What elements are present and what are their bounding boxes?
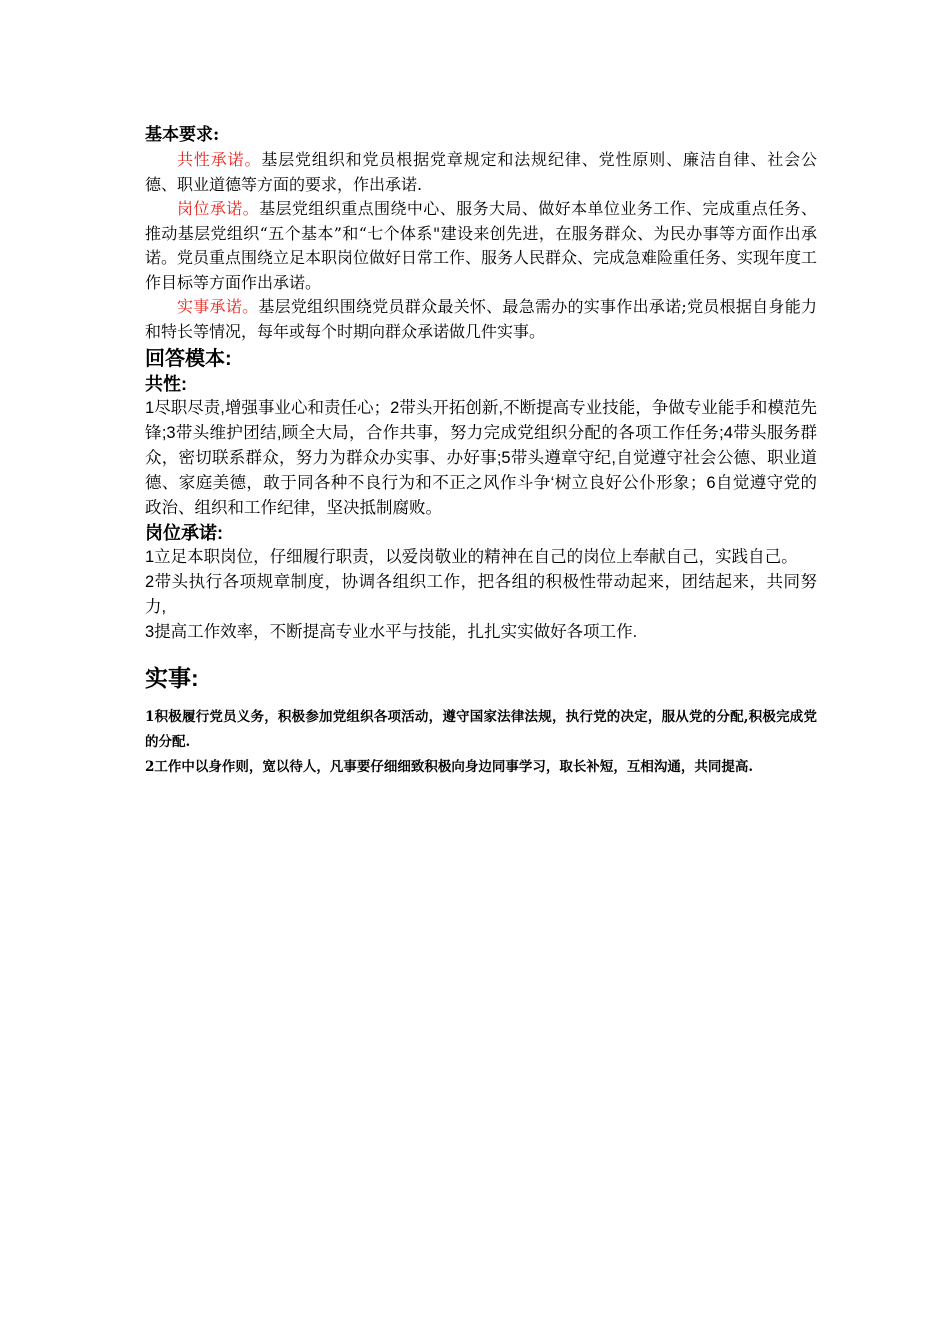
basic-requirements-heading: 基本要求: — [145, 125, 220, 145]
post-commitment-heading: 岗位承诺: — [145, 523, 223, 543]
practical-commitment-lead: 实事承诺。 — [177, 297, 259, 316]
post-commitment-paragraph — [145, 197, 817, 295]
practical-answer-item: 2工作中以身作则，宽以待人，凡事要仔细细致积极向身边同事学习，取长补短，互相沟通，共同提高. — [145, 759, 754, 775]
common-commitment-lead: 共性承诺。 — [177, 150, 262, 169]
post-answer-item: 3提高工作效率，不断提高专业水平与技能，扎扎实实做好各项工作. — [145, 623, 638, 641]
post-answer-item: 2带头执行各项规章制度，协调各组织工作，把各组的积极性带动起来，团结起来，共同努力, — [145, 573, 817, 616]
post-commitment-text: 基层党组织重点围绕中心、服务大局、做好本单位业务工作、完成重点任务、推动基层党组织“五个基本”和“七个体系"建设来创先进，在服务群众、为民办事等方面作出承诺。党员重点围绕立足本职岗位做好日常工作、服务人民群众、完成急难险重任务、实现年度工作目标等方面作出承诺。 — [145, 199, 818, 292]
document-page — [145, 122, 817, 780]
practical-commitment-paragraph — [145, 295, 817, 344]
common-answer-text: 1尽职尽责,增强事业心和责任心；2带头开拓创新,不断提高专业技能，争做专业能手和模范先锋;3带头维护团结,顾全大局，合作共事，努力完成党组织分配的各项工作任务;4带头服务群众，密切联系群众，努力为群众办实事、办好事;5带头遵章守纪,自觉遵守社会公德、职业道德、家庭美德，敢于同各种不良行为和不正之风作斗争‘树立良好公仆形象；6自觉遵守党的政治、组织和工作纪律，坚决抵制腐败。 — [145, 399, 817, 517]
practical-answer-item: 1积极履行党员义务，积极参加党组织各项活动，遵守国家法律法规，执行党的决定，服从党的分配,积极完成党的分配. — [145, 709, 817, 750]
post-commitment-lead: 岗位承诺。 — [177, 199, 260, 218]
common-commitment-text: 基层党组织和党员根据党章规定和法规纪律、党性原则、廉洁自律、社会公德、职业道德等方面的要求，作出承诺. — [145, 150, 817, 194]
common-heading: 共性: — [145, 374, 187, 394]
common-commitment-paragraph — [145, 148, 817, 197]
answer-template-heading: 回答模本: — [145, 348, 232, 370]
practical-commitment-text: 基层党组织围绕党员群众最关怀、最急需办的实事作出承诺;党员根据自身能力和特长等情况，每年或每个时期向群众承诺做几件实事。 — [145, 297, 817, 341]
practical-heading: 实事: — [145, 665, 199, 691]
post-answer-item: 1立足本职岗位，仔细履行职责，以爱岗敬业的精神在自己的岗位上奉献自己，实践自己。 — [145, 548, 798, 566]
